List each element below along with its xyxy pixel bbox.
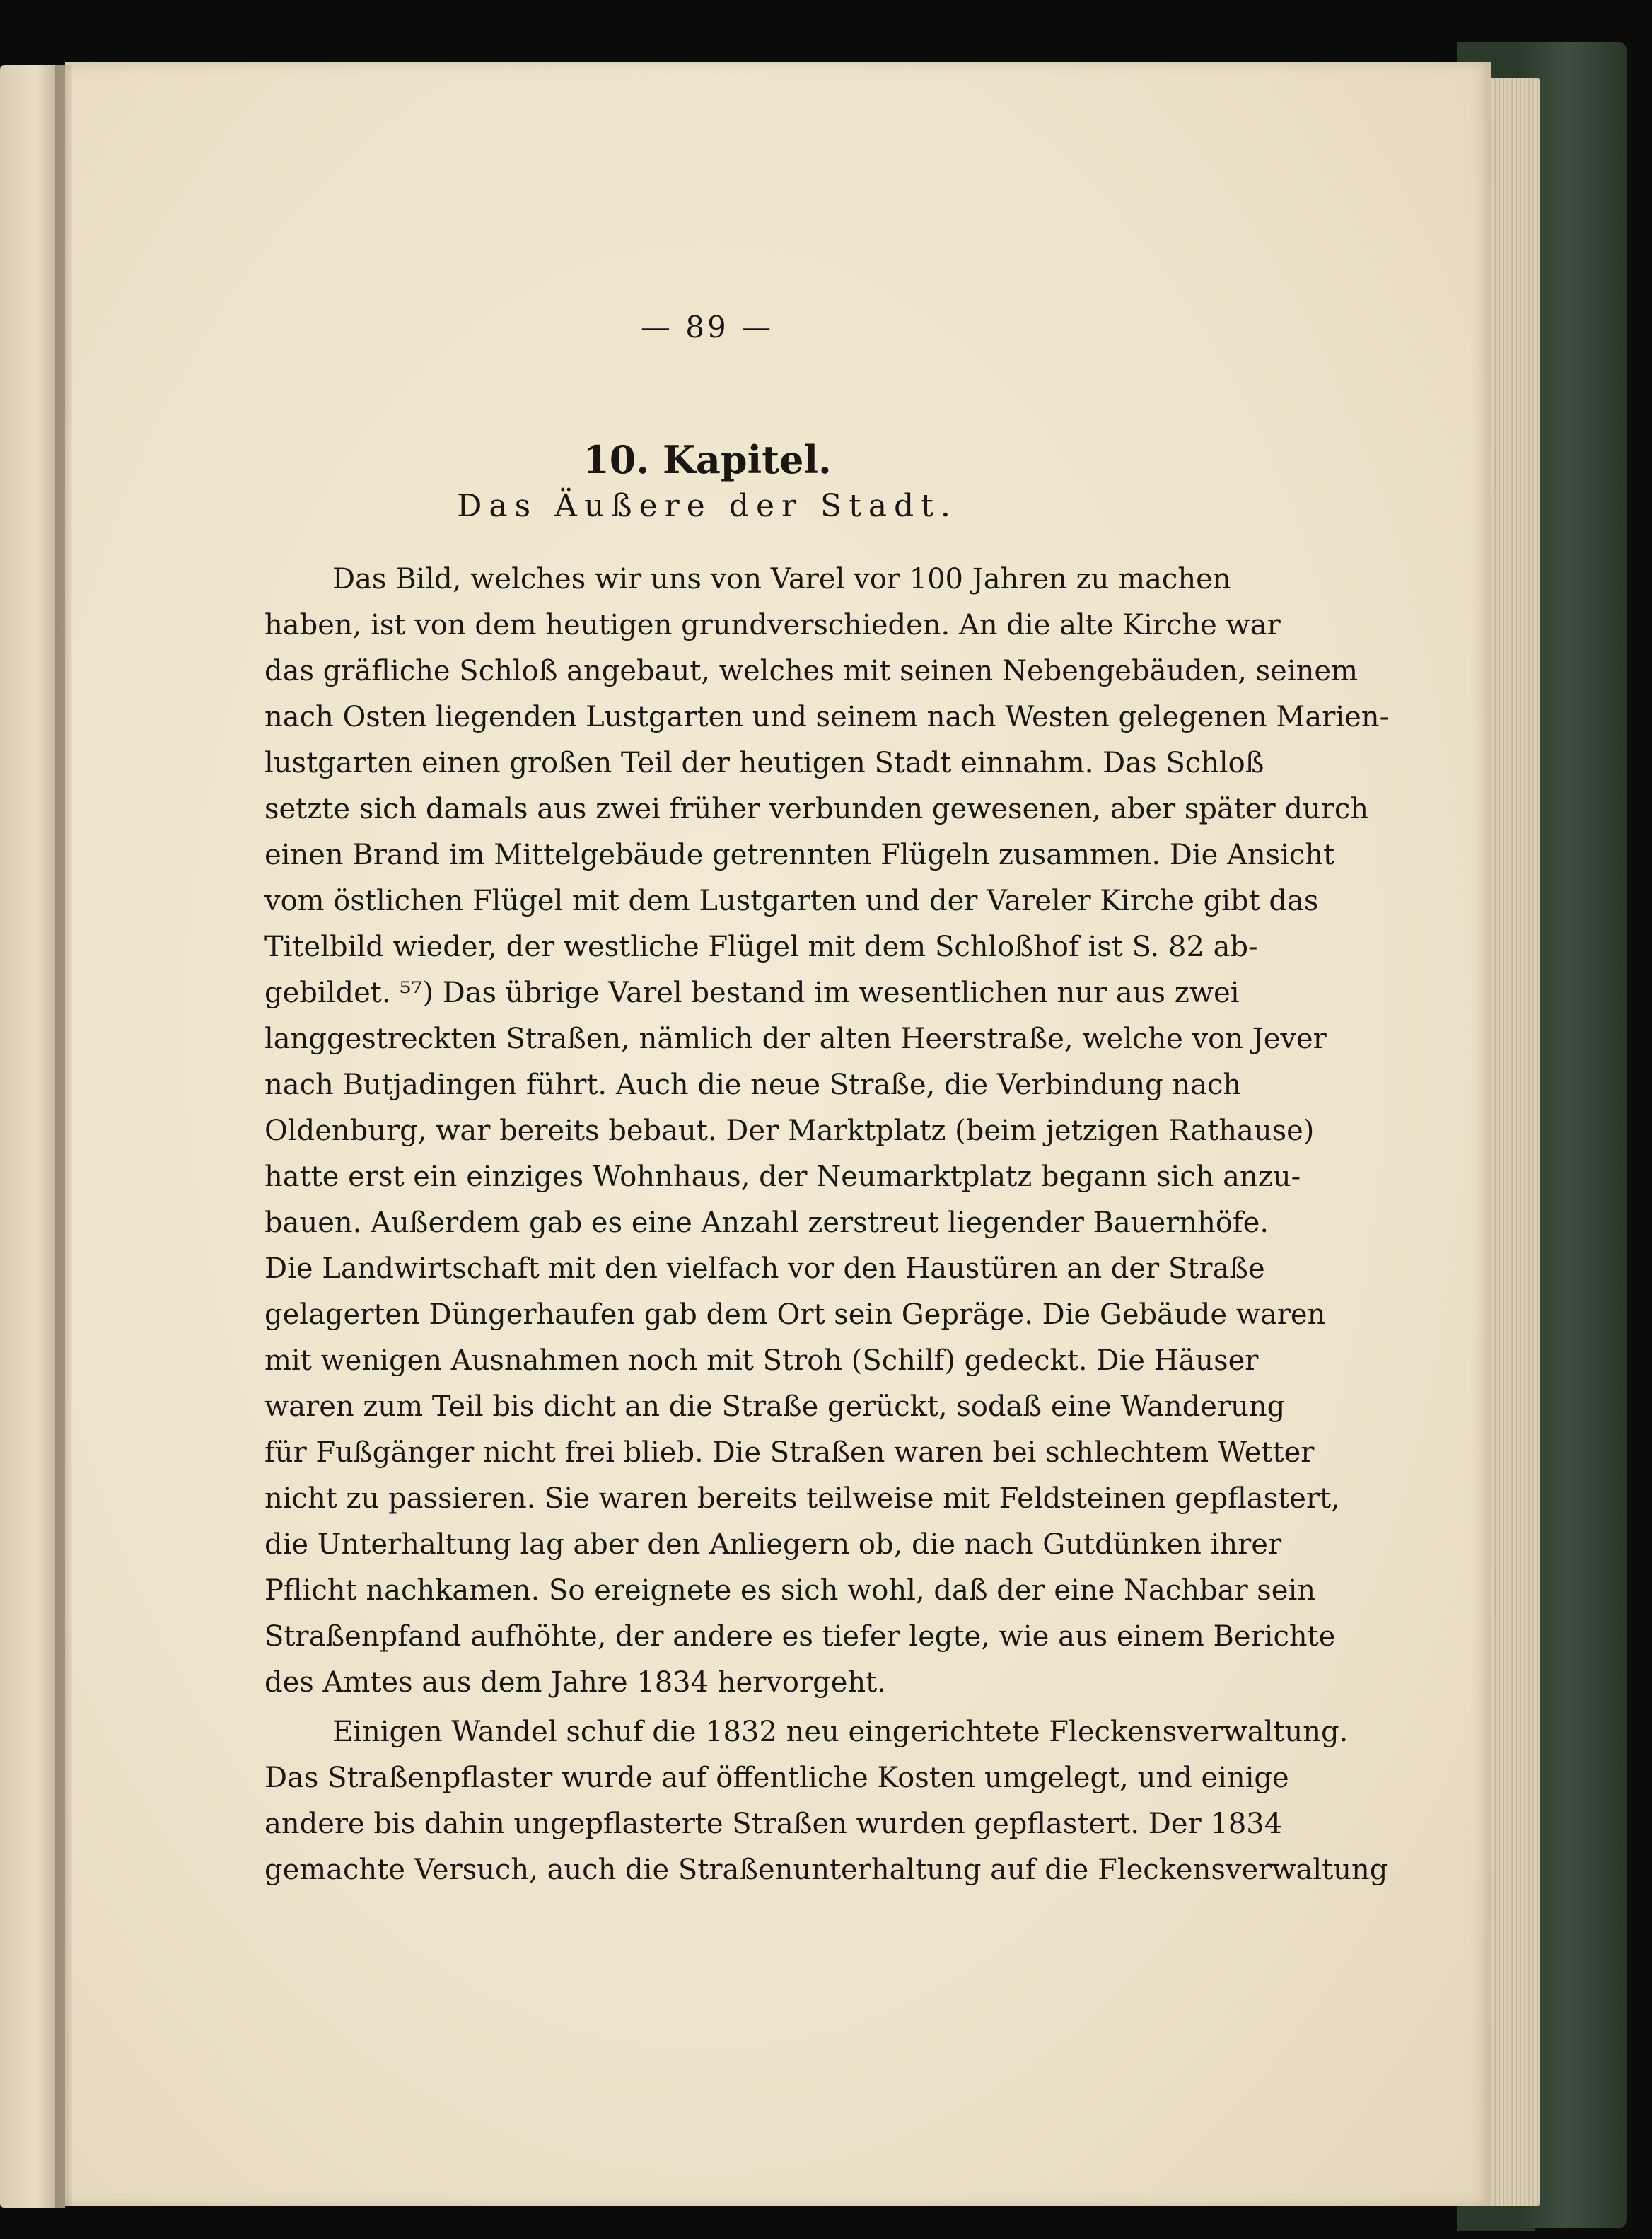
body-line: nach Butjadingen führt. Auch die neue Straße, die Verbindung nach [264, 1069, 1242, 1101]
body-line: mit wenigen Ausnahmen noch mit Stroh (Schilf) gedeckt. Die Häuser [264, 1344, 1259, 1377]
chapter-title: 10. Kapitel. [583, 437, 832, 482]
body-line: setzte sich damals aus zwei früher verbunden gewesenen, aber später durch [264, 793, 1369, 825]
body-line: bauen. Außerdem gab es eine Anzahl zerstreut liegender Bauernhöfe. [264, 1206, 1269, 1239]
body-line: Das Straßenpflaster wurde auf öffentliche Kosten umgelegt, und einige [264, 1762, 1289, 1794]
page-number: — 89 — [640, 310, 774, 344]
body-line: waren zum Teil bis dicht an die Straße gerückt, sodaß eine Wanderung [264, 1390, 1286, 1423]
body-line: Titelbild wieder, der westliche Flügel mit dem Schloßhof ist S. 82 ab- [264, 931, 1258, 963]
body-line: nicht zu passieren. Sie waren bereits teilweise mit Feldsteinen gepflastert, [264, 1482, 1340, 1515]
page-edges [1484, 78, 1540, 2206]
body-line: gemachte Versuch, auch die Straßenunterhaltung auf die Fleckensverwaltung [264, 1854, 1388, 1886]
body-line: das gräfliche Schloß angebaut, welches mit seinen Nebengebäuden, seinem [264, 655, 1358, 687]
body-line: lustgarten einen großen Teil der heutigen Stadt einnahm. Das Schloß [264, 747, 1264, 779]
body-line: vom östlichen Flügel mit dem Lustgarten und der Vareler Kirche gibt das [264, 885, 1319, 917]
body-line: gelagerten Düngerhaufen gab dem Ort sein Gepräge. Die Gebäude waren [264, 1298, 1326, 1331]
body-line: gebildet. ⁵⁷) Das übrige Varel bestand im wesentlichen nur aus zwei [264, 977, 1240, 1009]
body-line: einen Brand im Mittelgebäude getrennten Flügeln zusammen. Die Ansicht [264, 839, 1335, 871]
body-line: für Fußgänger nicht frei blieb. Die Straßen waren bei schlechtem Wetter [264, 1436, 1315, 1469]
body-line: die Unterhaltung lag aber den Anliegern ob, die nach Gutdünken ihrer [264, 1528, 1282, 1561]
chapter-subtitle: Das Äußere der Stadt. [457, 488, 958, 524]
body-line: Einigen Wandel schuf die 1832 neu eingerichtete Fleckensverwaltung. [332, 1716, 1349, 1748]
body-line: hatte erst ein einziges Wohnhaus, der Neumarktplatz begann sich anzu- [264, 1161, 1301, 1193]
body-line: nach Osten liegenden Lustgarten und seinem nach Westen gelegenen Marien- [264, 701, 1390, 733]
body-line: haben, ist von dem heutigen grundverschieden. An die alte Kirche war [264, 609, 1281, 641]
body-line: Pflicht nachkamen. So ereignete es sich wohl, daß der eine Nachbar sein [264, 1574, 1316, 1607]
body-line: des Amtes aus dem Jahre 1834 hervorgeht. [264, 1666, 886, 1699]
body-line: Die Landwirtschaft mit den vielfach vor den Haustüren an der Straße [264, 1252, 1265, 1285]
body-line: Das Bild, welches wir uns von Varel vor 100 Jahren zu machen [332, 563, 1231, 595]
body-line: andere bis dahin ungepflasterte Straßen wurden gepflastert. Der 1834 [264, 1808, 1283, 1840]
page-gutter [55, 65, 72, 2208]
body-line: Straßenpfand aufhöhte, der andere es tiefer legte, wie aus einem Berichte [264, 1620, 1336, 1653]
body-line: Oldenburg, war bereits bebaut. Der Marktplatz (beim jetzigen Rathause) [264, 1115, 1315, 1147]
body-line: langgestreckten Straßen, nämlich der alten Heerstraße, welche von Jever [264, 1023, 1327, 1055]
